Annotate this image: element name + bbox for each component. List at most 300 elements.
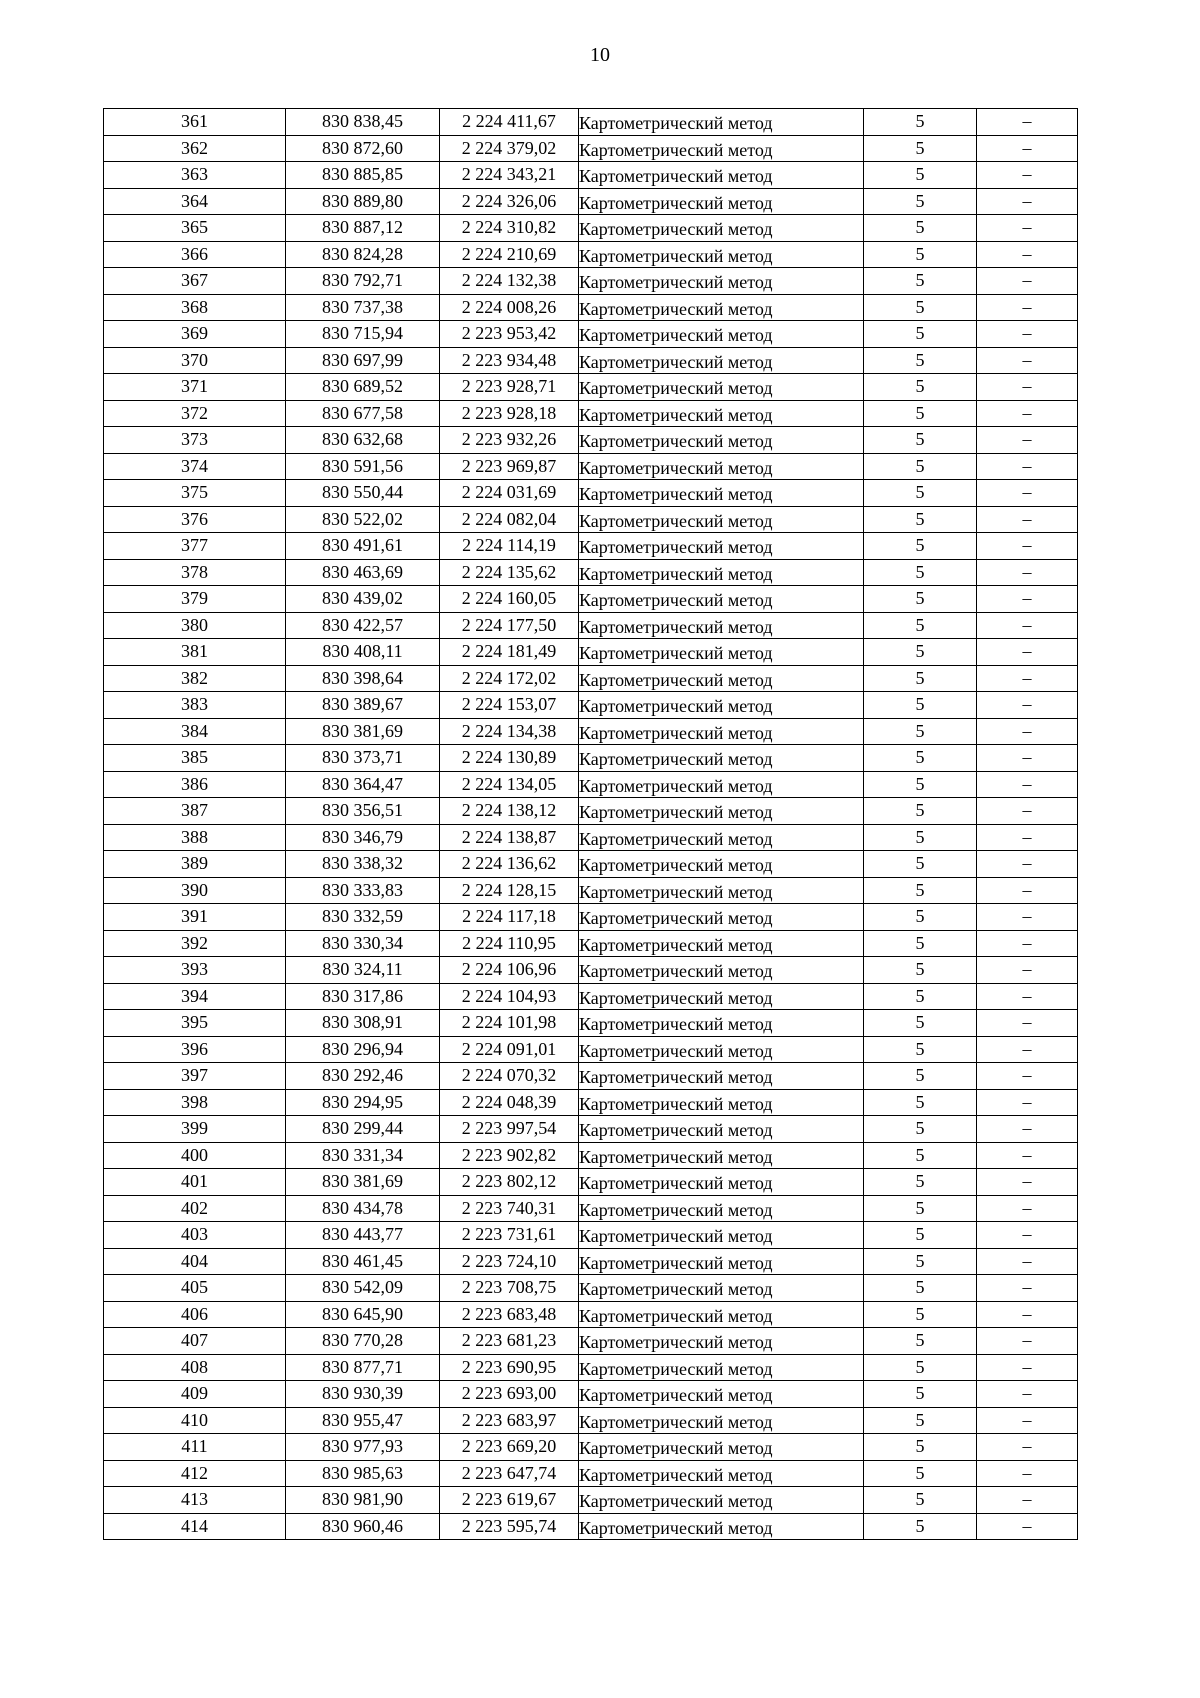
accuracy-cell: 5 — [864, 1513, 977, 1540]
method-cell: Картометрический метод — [579, 1489, 864, 1516]
x-coordinate-cell: 830 960,46 — [286, 1513, 440, 1540]
point-number-cell: 400 — [104, 1142, 286, 1169]
method-cell: Картометрический метод — [579, 1462, 864, 1489]
method-cell: Картометрический метод — [579, 1065, 864, 1092]
method-cell: Картометрический метод — [579, 1303, 864, 1330]
y-coordinate-cell: 2 223 708,75 — [440, 1275, 579, 1302]
accuracy-cell: 5 — [864, 1169, 977, 1196]
point-number-cell: 368 — [104, 294, 286, 321]
y-coordinate-cell: 2 223 619,67 — [440, 1487, 579, 1514]
y-coordinate-cell: 2 224 114,19 — [440, 533, 579, 560]
accuracy-cell: 5 — [864, 1222, 977, 1249]
y-coordinate-cell: 2 223 683,48 — [440, 1301, 579, 1328]
x-coordinate-cell: 830 930,39 — [286, 1381, 440, 1408]
note-cell: – — [977, 1487, 1078, 1514]
accuracy-cell: 5 — [864, 1142, 977, 1169]
x-coordinate-cell: 830 877,71 — [286, 1354, 440, 1381]
method-cell: Картометрический метод — [579, 270, 864, 297]
accuracy-cell: 5 — [864, 427, 977, 454]
x-coordinate-cell: 830 737,38 — [286, 294, 440, 321]
y-coordinate-cell: 2 224 138,12 — [440, 798, 579, 825]
method-cell: Картометрический метод — [579, 959, 864, 986]
note-cell: – — [977, 480, 1078, 507]
x-coordinate-cell: 830 792,71 — [286, 268, 440, 295]
x-coordinate-cell: 830 330,34 — [286, 930, 440, 957]
table-row — [104, 559, 1078, 586]
table-row — [104, 109, 1078, 136]
accuracy-cell: 5 — [864, 374, 977, 401]
x-coordinate-cell: 830 381,69 — [286, 1169, 440, 1196]
x-coordinate-cell: 830 381,69 — [286, 718, 440, 745]
y-coordinate-cell: 2 224 210,69 — [440, 241, 579, 268]
table-row — [104, 162, 1078, 189]
table-row — [104, 294, 1078, 321]
note-cell: – — [977, 1169, 1078, 1196]
note-cell: – — [977, 771, 1078, 798]
method-cell: Картометрический метод — [579, 641, 864, 668]
point-number-cell: 384 — [104, 718, 286, 745]
x-coordinate-cell: 830 955,47 — [286, 1407, 440, 1434]
method-cell: Картометрический метод — [579, 826, 864, 853]
table-row — [104, 135, 1078, 162]
accuracy-cell: 5 — [864, 188, 977, 215]
point-number-cell: 392 — [104, 930, 286, 957]
note-cell: – — [977, 639, 1078, 666]
point-number-cell: 398 — [104, 1089, 286, 1116]
x-coordinate-cell: 830 331,34 — [286, 1142, 440, 1169]
note-cell: – — [977, 1460, 1078, 1487]
method-cell: Картометрический метод — [579, 879, 864, 906]
accuracy-cell: 5 — [864, 612, 977, 639]
point-number-cell: 390 — [104, 877, 286, 904]
method-cell: Картометрический метод — [579, 667, 864, 694]
accuracy-cell: 5 — [864, 1354, 977, 1381]
note-cell: – — [977, 1381, 1078, 1408]
x-coordinate-cell: 830 770,28 — [286, 1328, 440, 1355]
y-coordinate-cell: 2 224 160,05 — [440, 586, 579, 613]
y-coordinate-cell: 2 224 008,26 — [440, 294, 579, 321]
point-number-cell: 376 — [104, 506, 286, 533]
note-cell: – — [977, 241, 1078, 268]
point-number-cell: 380 — [104, 612, 286, 639]
method-cell: Картометрический метод — [579, 1277, 864, 1304]
point-number-cell: 403 — [104, 1222, 286, 1249]
y-coordinate-cell: 2 223 997,54 — [440, 1116, 579, 1143]
method-cell: Картометрический метод — [579, 720, 864, 747]
note-cell: – — [977, 745, 1078, 772]
accuracy-cell: 5 — [864, 241, 977, 268]
accuracy-cell: 5 — [864, 109, 977, 136]
table-row — [104, 1036, 1078, 1063]
accuracy-cell: 5 — [864, 983, 977, 1010]
x-coordinate-cell: 830 332,59 — [286, 904, 440, 931]
point-number-cell: 412 — [104, 1460, 286, 1487]
y-coordinate-cell: 2 224 138,87 — [440, 824, 579, 851]
table-row — [104, 1328, 1078, 1355]
x-coordinate-cell: 830 632,68 — [286, 427, 440, 454]
point-number-cell: 375 — [104, 480, 286, 507]
method-cell: Картометрический метод — [579, 1038, 864, 1065]
table-row — [104, 1089, 1078, 1116]
method-cell: Картометрический метод — [579, 614, 864, 641]
y-coordinate-cell: 2 224 091,01 — [440, 1036, 579, 1063]
x-coordinate-cell: 830 317,86 — [286, 983, 440, 1010]
method-cell: Картометрический метод — [579, 1356, 864, 1383]
accuracy-cell: 5 — [864, 1328, 977, 1355]
method-cell: Картометрический метод — [579, 296, 864, 323]
accuracy-cell: 5 — [864, 1301, 977, 1328]
x-coordinate-cell: 830 824,28 — [286, 241, 440, 268]
x-coordinate-cell: 830 522,02 — [286, 506, 440, 533]
point-number-cell: 404 — [104, 1248, 286, 1275]
method-cell: Картометрический метод — [579, 482, 864, 509]
table-row — [104, 1063, 1078, 1090]
y-coordinate-cell: 2 223 731,61 — [440, 1222, 579, 1249]
table-row — [104, 1142, 1078, 1169]
method-cell: Картометрический метод — [579, 376, 864, 403]
note-cell: – — [977, 1195, 1078, 1222]
accuracy-cell: 5 — [864, 506, 977, 533]
method-cell: Картометрический метод — [579, 323, 864, 350]
x-coordinate-cell: 830 398,64 — [286, 665, 440, 692]
table-row — [104, 586, 1078, 613]
accuracy-cell: 5 — [864, 798, 977, 825]
y-coordinate-cell: 2 223 928,71 — [440, 374, 579, 401]
x-coordinate-cell: 830 292,46 — [286, 1063, 440, 1090]
table-row — [104, 957, 1078, 984]
accuracy-cell: 5 — [864, 400, 977, 427]
accuracy-cell: 5 — [864, 1381, 977, 1408]
method-cell: Картометрический метод — [579, 694, 864, 721]
accuracy-cell: 5 — [864, 294, 977, 321]
table-row — [104, 692, 1078, 719]
method-cell: Картометрический метод — [579, 1012, 864, 1039]
point-number-cell: 361 — [104, 109, 286, 136]
accuracy-cell: 5 — [864, 1407, 977, 1434]
point-number-cell: 414 — [104, 1513, 286, 1540]
y-coordinate-cell: 2 223 693,00 — [440, 1381, 579, 1408]
x-coordinate-cell: 830 443,77 — [286, 1222, 440, 1249]
point-number-cell: 401 — [104, 1169, 286, 1196]
accuracy-cell: 5 — [864, 1036, 977, 1063]
accuracy-cell: 5 — [864, 1195, 977, 1222]
method-cell: Картометрический метод — [579, 429, 864, 456]
note-cell: – — [977, 1036, 1078, 1063]
point-number-cell: 394 — [104, 983, 286, 1010]
x-coordinate-cell: 830 677,58 — [286, 400, 440, 427]
x-coordinate-cell: 830 981,90 — [286, 1487, 440, 1514]
table-row — [104, 1407, 1078, 1434]
x-coordinate-cell: 830 408,11 — [286, 639, 440, 666]
point-number-cell: 365 — [104, 215, 286, 242]
point-number-cell: 407 — [104, 1328, 286, 1355]
table-row — [104, 1301, 1078, 1328]
note-cell: – — [977, 347, 1078, 374]
x-coordinate-cell: 830 985,63 — [286, 1460, 440, 1487]
point-number-cell: 373 — [104, 427, 286, 454]
x-coordinate-cell: 830 324,11 — [286, 957, 440, 984]
note-cell: – — [977, 1328, 1078, 1355]
accuracy-cell: 5 — [864, 135, 977, 162]
point-number-cell: 379 — [104, 586, 286, 613]
point-number-cell: 397 — [104, 1063, 286, 1090]
table-row — [104, 1169, 1078, 1196]
point-number-cell: 399 — [104, 1116, 286, 1143]
method-cell: Картометрический метод — [579, 747, 864, 774]
point-number-cell: 409 — [104, 1381, 286, 1408]
method-cell: Картометрический метод — [579, 1515, 864, 1542]
accuracy-cell: 5 — [864, 1487, 977, 1514]
note-cell: – — [977, 1248, 1078, 1275]
table-row — [104, 1381, 1078, 1408]
table-row — [104, 904, 1078, 931]
x-coordinate-cell: 830 461,45 — [286, 1248, 440, 1275]
note-cell: – — [977, 1010, 1078, 1037]
table-row — [104, 1513, 1078, 1540]
accuracy-cell: 5 — [864, 215, 977, 242]
note-cell: – — [977, 215, 1078, 242]
accuracy-cell: 5 — [864, 453, 977, 480]
table-row — [104, 930, 1078, 957]
note-cell: – — [977, 374, 1078, 401]
y-coordinate-cell: 2 224 031,69 — [440, 480, 579, 507]
method-cell: Картометрический метод — [579, 1250, 864, 1277]
method-cell: Картометрический метод — [579, 1409, 864, 1436]
table-row — [104, 374, 1078, 401]
x-coordinate-cell: 830 463,69 — [286, 559, 440, 586]
y-coordinate-cell: 2 224 379,02 — [440, 135, 579, 162]
accuracy-cell: 5 — [864, 930, 977, 957]
note-cell: – — [977, 904, 1078, 931]
x-coordinate-cell: 830 715,94 — [286, 321, 440, 348]
point-number-cell: 402 — [104, 1195, 286, 1222]
y-coordinate-cell: 2 223 681,23 — [440, 1328, 579, 1355]
accuracy-cell: 5 — [864, 480, 977, 507]
point-number-cell: 364 — [104, 188, 286, 215]
method-cell: Картометрический метод — [579, 932, 864, 959]
y-coordinate-cell: 2 224 343,21 — [440, 162, 579, 189]
point-number-cell: 395 — [104, 1010, 286, 1037]
point-number-cell: 396 — [104, 1036, 286, 1063]
y-coordinate-cell: 2 224 177,50 — [440, 612, 579, 639]
note-cell: – — [977, 268, 1078, 295]
x-coordinate-cell: 830 299,44 — [286, 1116, 440, 1143]
note-cell: – — [977, 1222, 1078, 1249]
x-coordinate-cell: 830 389,67 — [286, 692, 440, 719]
y-coordinate-cell: 2 223 934,48 — [440, 347, 579, 374]
point-number-cell: 378 — [104, 559, 286, 586]
table-row — [104, 1487, 1078, 1514]
accuracy-cell: 5 — [864, 851, 977, 878]
y-coordinate-cell: 2 224 134,05 — [440, 771, 579, 798]
point-number-cell: 410 — [104, 1407, 286, 1434]
accuracy-cell: 5 — [864, 771, 977, 798]
x-coordinate-cell: 830 333,83 — [286, 877, 440, 904]
note-cell: – — [977, 1063, 1078, 1090]
method-cell: Картометрический метод — [579, 535, 864, 562]
y-coordinate-cell: 2 224 153,07 — [440, 692, 579, 719]
point-number-cell: 388 — [104, 824, 286, 851]
note-cell: – — [977, 692, 1078, 719]
method-cell: Картометрический метод — [579, 588, 864, 615]
accuracy-cell: 5 — [864, 1434, 977, 1461]
note-cell: – — [977, 877, 1078, 904]
table-row — [104, 1116, 1078, 1143]
table-row — [104, 745, 1078, 772]
point-number-cell: 389 — [104, 851, 286, 878]
x-coordinate-cell: 830 885,85 — [286, 162, 440, 189]
table-row — [104, 1434, 1078, 1461]
x-coordinate-cell: 830 550,44 — [286, 480, 440, 507]
point-number-cell: 366 — [104, 241, 286, 268]
note-cell: – — [977, 1354, 1078, 1381]
table-row — [104, 506, 1078, 533]
point-number-cell: 387 — [104, 798, 286, 825]
method-cell: Картометрический метод — [579, 773, 864, 800]
table-row — [104, 639, 1078, 666]
x-coordinate-cell: 830 439,02 — [286, 586, 440, 613]
table-row — [104, 480, 1078, 507]
accuracy-cell: 5 — [864, 1063, 977, 1090]
y-coordinate-cell: 2 224 117,18 — [440, 904, 579, 931]
table-row — [104, 188, 1078, 215]
table-row — [104, 268, 1078, 295]
y-coordinate-cell: 2 223 669,20 — [440, 1434, 579, 1461]
note-cell: – — [977, 109, 1078, 136]
y-coordinate-cell: 2 224 172,02 — [440, 665, 579, 692]
y-coordinate-cell: 2 224 104,93 — [440, 983, 579, 1010]
table-row — [104, 877, 1078, 904]
note-cell: – — [977, 427, 1078, 454]
y-coordinate-cell: 2 224 134,38 — [440, 718, 579, 745]
method-cell: Картометрический метод — [579, 800, 864, 827]
method-cell: Картометрический метод — [579, 1118, 864, 1145]
y-coordinate-cell: 2 224 070,32 — [440, 1063, 579, 1090]
method-cell: Картометрический метод — [579, 137, 864, 164]
note-cell: – — [977, 1116, 1078, 1143]
accuracy-cell: 5 — [864, 718, 977, 745]
point-number-cell: 369 — [104, 321, 286, 348]
y-coordinate-cell: 2 223 647,74 — [440, 1460, 579, 1487]
y-coordinate-cell: 2 223 683,97 — [440, 1407, 579, 1434]
note-cell: – — [977, 851, 1078, 878]
point-number-cell: 413 — [104, 1487, 286, 1514]
table-row — [104, 718, 1078, 745]
y-coordinate-cell: 2 223 595,74 — [440, 1513, 579, 1540]
x-coordinate-cell: 830 889,80 — [286, 188, 440, 215]
point-number-cell: 408 — [104, 1354, 286, 1381]
method-cell: Картометрический метод — [579, 1224, 864, 1251]
method-cell: Картометрический метод — [579, 853, 864, 880]
note-cell: – — [977, 1275, 1078, 1302]
y-coordinate-cell: 2 223 902,82 — [440, 1142, 579, 1169]
method-cell: Картометрический метод — [579, 906, 864, 933]
y-coordinate-cell: 2 224 101,98 — [440, 1010, 579, 1037]
method-cell: Картометрический метод — [579, 164, 864, 191]
x-coordinate-cell: 830 373,71 — [286, 745, 440, 772]
point-number-cell: 393 — [104, 957, 286, 984]
method-cell: Картометрический метод — [579, 1171, 864, 1198]
method-cell: Картометрический метод — [579, 243, 864, 270]
x-coordinate-cell: 830 296,94 — [286, 1036, 440, 1063]
accuracy-cell: 5 — [864, 1248, 977, 1275]
point-number-cell: 406 — [104, 1301, 286, 1328]
point-number-cell: 382 — [104, 665, 286, 692]
accuracy-cell: 5 — [864, 586, 977, 613]
x-coordinate-cell: 830 542,09 — [286, 1275, 440, 1302]
y-coordinate-cell: 2 223 932,26 — [440, 427, 579, 454]
point-number-cell: 405 — [104, 1275, 286, 1302]
note-cell: – — [977, 1434, 1078, 1461]
y-coordinate-cell: 2 224 181,49 — [440, 639, 579, 666]
note-cell: – — [977, 533, 1078, 560]
note-cell: – — [977, 718, 1078, 745]
accuracy-cell: 5 — [864, 877, 977, 904]
x-coordinate-cell: 830 434,78 — [286, 1195, 440, 1222]
point-number-cell: 374 — [104, 453, 286, 480]
point-number-cell: 391 — [104, 904, 286, 931]
table-row — [104, 983, 1078, 1010]
table-row — [104, 427, 1078, 454]
note-cell: – — [977, 506, 1078, 533]
note-cell: – — [977, 1301, 1078, 1328]
table-row — [104, 1222, 1078, 1249]
accuracy-cell: 5 — [864, 745, 977, 772]
accuracy-cell: 5 — [864, 1010, 977, 1037]
x-coordinate-cell: 830 887,12 — [286, 215, 440, 242]
x-coordinate-cell: 830 645,90 — [286, 1301, 440, 1328]
method-cell: Картометрический метод — [579, 1330, 864, 1357]
accuracy-cell: 5 — [864, 1089, 977, 1116]
y-coordinate-cell: 2 224 132,38 — [440, 268, 579, 295]
method-cell: Картометрический метод — [579, 985, 864, 1012]
y-coordinate-cell: 2 224 082,04 — [440, 506, 579, 533]
y-coordinate-cell: 2 223 690,95 — [440, 1354, 579, 1381]
x-coordinate-cell: 830 689,52 — [286, 374, 440, 401]
note-cell: – — [977, 453, 1078, 480]
note-cell: – — [977, 188, 1078, 215]
x-coordinate-cell: 830 308,91 — [286, 1010, 440, 1037]
table-row — [104, 1460, 1078, 1487]
note-cell: – — [977, 1142, 1078, 1169]
note-cell: – — [977, 162, 1078, 189]
x-coordinate-cell: 830 591,56 — [286, 453, 440, 480]
coordinates-table — [103, 108, 1078, 1540]
accuracy-cell: 5 — [864, 321, 977, 348]
accuracy-cell: 5 — [864, 639, 977, 666]
point-number-cell: 372 — [104, 400, 286, 427]
y-coordinate-cell: 2 223 740,31 — [440, 1195, 579, 1222]
note-cell: – — [977, 665, 1078, 692]
x-coordinate-cell: 830 838,45 — [286, 109, 440, 136]
x-coordinate-cell: 830 491,61 — [286, 533, 440, 560]
x-coordinate-cell: 830 294,95 — [286, 1089, 440, 1116]
method-cell: Картометрический метод — [579, 508, 864, 535]
y-coordinate-cell: 2 223 802,12 — [440, 1169, 579, 1196]
method-cell: Картометрический метод — [579, 1091, 864, 1118]
table-row — [104, 215, 1078, 242]
table-row — [104, 665, 1078, 692]
x-coordinate-cell: 830 422,57 — [286, 612, 440, 639]
point-number-cell: 367 — [104, 268, 286, 295]
table-row — [104, 851, 1078, 878]
point-number-cell: 370 — [104, 347, 286, 374]
note-cell: – — [977, 1089, 1078, 1116]
y-coordinate-cell: 2 223 953,42 — [440, 321, 579, 348]
point-number-cell: 383 — [104, 692, 286, 719]
method-cell: Картометрический метод — [579, 111, 864, 138]
coordinates-table-body — [104, 109, 1078, 1540]
